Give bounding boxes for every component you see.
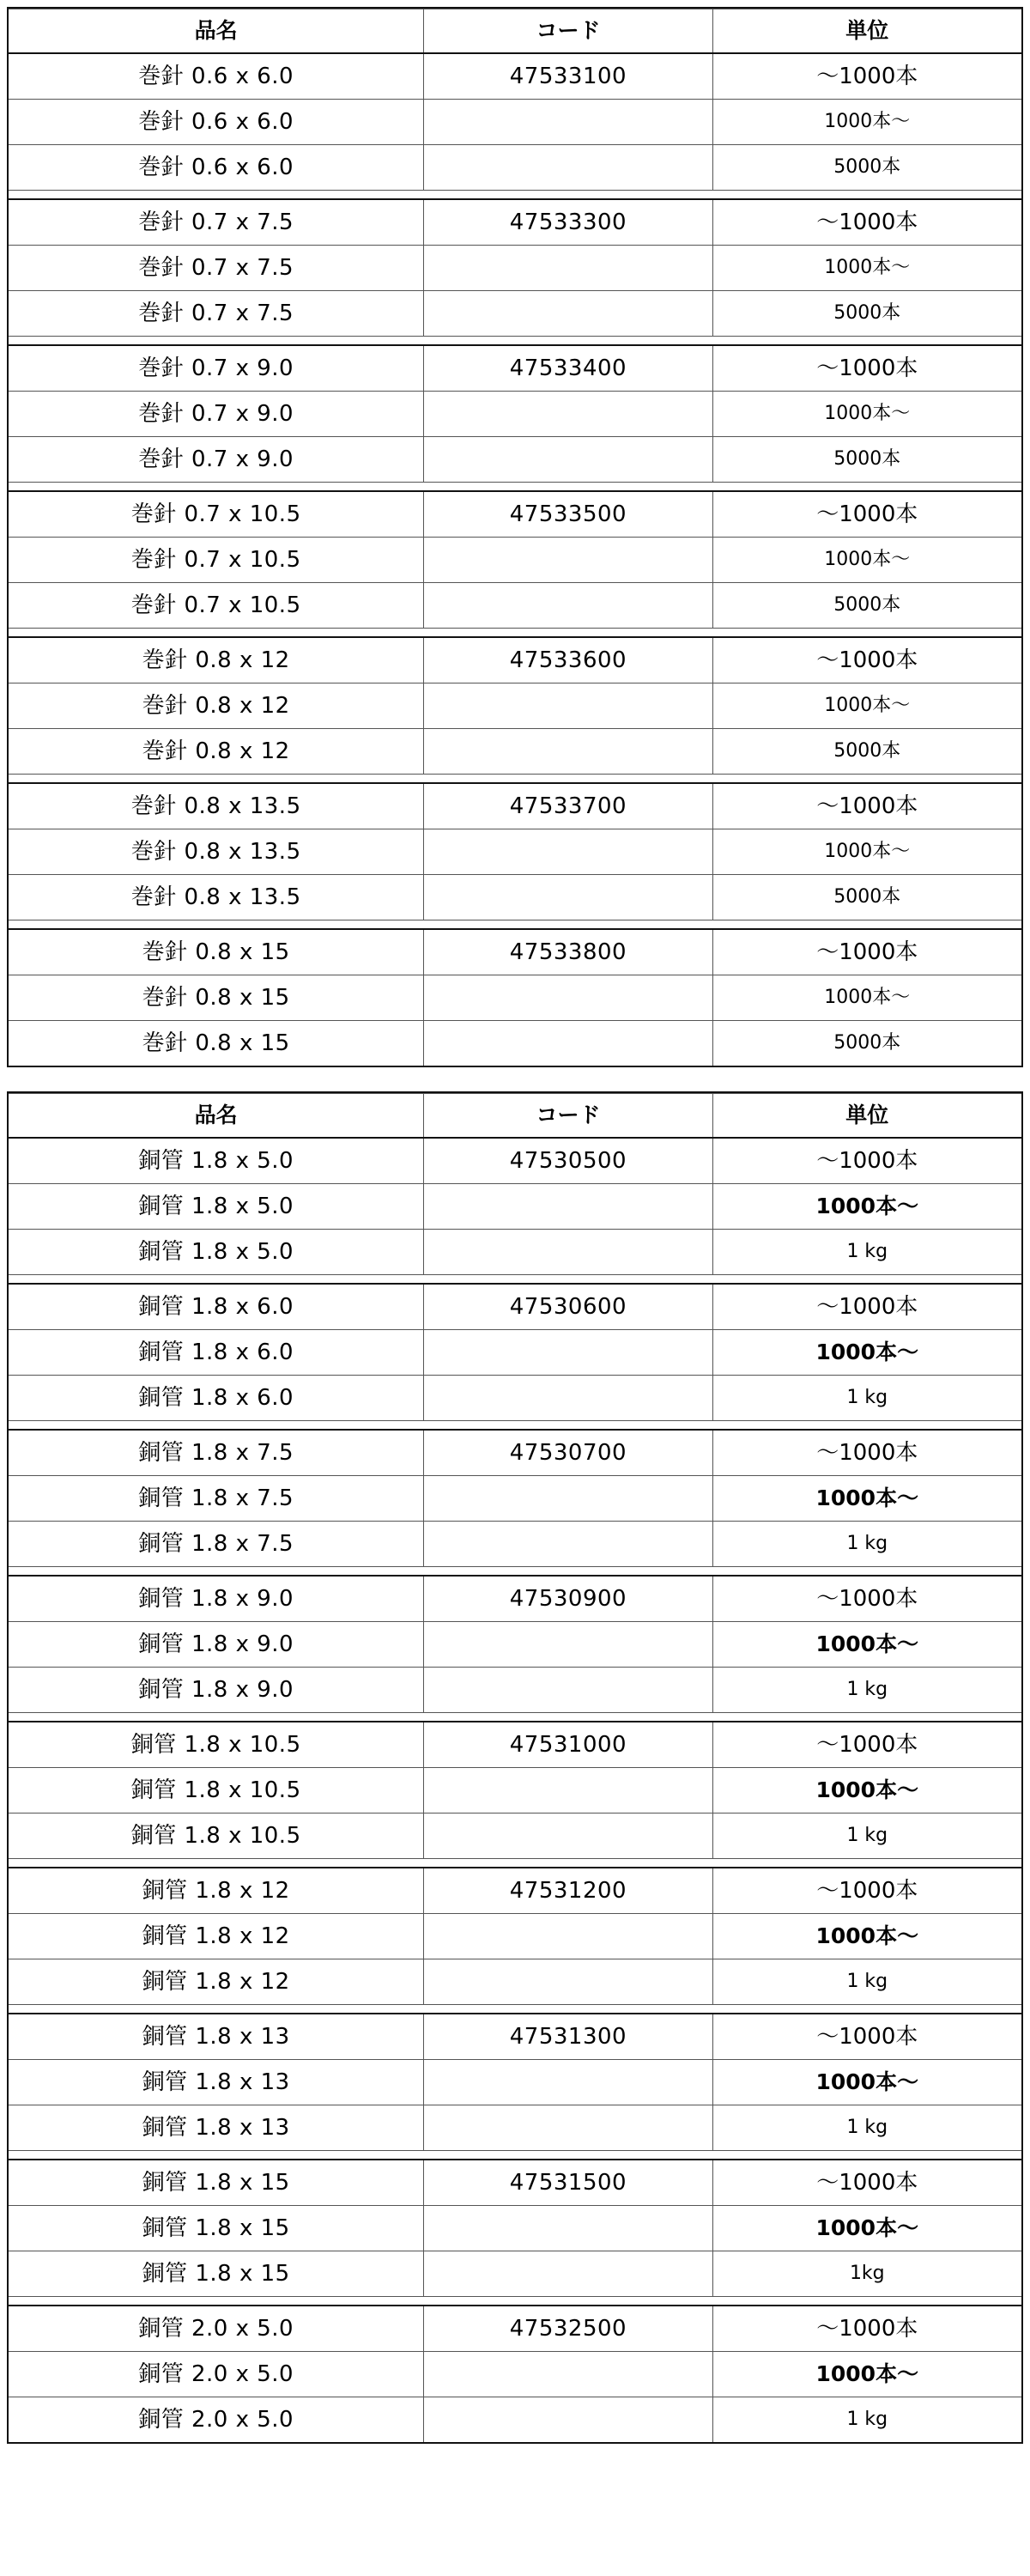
group-separator [9,1567,1021,1577]
cell-product-name: 巻針 0.8 x 12 [9,637,424,683]
column-header-code: コード [424,1094,712,1139]
cell-unit: 5000本 [712,729,1021,775]
cell-product-name: 銅管 1.8 x 12 [9,1914,424,1959]
cell-product-code [424,145,712,191]
table-row [9,1376,1021,1421]
cell-product-code [424,2105,712,2151]
group-separator [9,775,1021,784]
cell-product-code: 47533700 [424,783,712,829]
cell-product-name: 銅管 1.8 x 15 [9,2251,424,2297]
cell-product-code [424,2206,712,2251]
cell-product-name: 巻針 0.8 x 15 [9,929,424,975]
cell-unit: 1000本～ [712,1622,1021,1668]
cell-unit: ～1000本 [712,2160,1021,2206]
group-separator-cell [9,629,1021,638]
cell-unit: ～1000本 [712,199,1021,246]
cell-unit: 1000本～ [712,1476,1021,1522]
table-row [9,1138,1021,1184]
table-row [9,637,1021,683]
cell-unit: 1000本～ [712,1184,1021,1230]
cell-product-code [424,246,712,291]
group-separator-cell [9,2297,1021,2306]
cell-product-code: 47532500 [424,2306,712,2352]
cell-product-code [424,291,712,337]
group-separator-cell [9,483,1021,492]
table-header-row [9,1094,1021,1139]
cell-product-name: 銅管 1.8 x 10.5 [9,1814,424,1859]
cell-unit: ～1000本 [712,929,1021,975]
cell-unit: 5000本 [712,437,1021,483]
cell-unit: 1 kg [712,1814,1021,1859]
column-header-name: 品名 [9,1094,424,1139]
cell-product-code: 47530500 [424,1138,712,1184]
cell-product-name: 銅管 1.8 x 7.5 [9,1476,424,1522]
cell-unit: ～1000本 [712,2306,1021,2352]
cell-unit: ～1000本 [712,1138,1021,1184]
cell-product-code [424,1021,712,1066]
table-row [9,100,1021,145]
cell-product-code [424,2060,712,2105]
table-row [9,1230,1021,1275]
cell-product-code: 47533500 [424,491,712,538]
cell-product-code [424,975,712,1021]
cell-product-code [424,437,712,483]
cell-unit: 1kg [712,2251,1021,2297]
cell-unit: ～1000本 [712,345,1021,392]
cell-product-code [424,1668,712,1713]
group-separator-cell [9,191,1021,200]
cell-unit: 1 kg [712,1230,1021,1275]
cell-unit: 1000本～ [712,2352,1021,2397]
table-row [9,1330,1021,1376]
table-row [9,829,1021,875]
group-separator-cell [9,337,1021,346]
cell-unit: 1000本～ [712,975,1021,1021]
cell-product-name: 銅管 1.8 x 12 [9,1959,424,2005]
table-row [9,1768,1021,1814]
group-separator-cell [9,2005,1021,2014]
cell-product-code [424,683,712,729]
cell-product-name: 巻針 0.7 x 7.5 [9,199,424,246]
group-separator-cell [9,1567,1021,1577]
cell-product-code: 47530700 [424,1430,712,1476]
cell-unit: 5000本 [712,875,1021,920]
cell-unit: ～1000本 [712,637,1021,683]
table-row [9,783,1021,829]
doukan-table [7,1091,1023,2444]
cell-product-name: 巻針 0.7 x 7.5 [9,291,424,337]
table-row [9,1476,1021,1522]
cell-product-name: 巻針 0.8 x 15 [9,975,424,1021]
column-header-code: コード [424,9,712,54]
makibari-table [7,7,1023,1067]
cell-product-code: 47533800 [424,929,712,975]
cell-product-code [424,1376,712,1421]
cell-unit: ～1000本 [712,1430,1021,1476]
table-row [9,1522,1021,1567]
table-row [9,2397,1021,2443]
group-separator-cell [9,1275,1021,1285]
table-row [9,583,1021,629]
table-row [9,929,1021,975]
cell-product-code: 47533400 [424,345,712,392]
cell-product-code [424,1814,712,1859]
cell-product-name: 銅管 2.0 x 5.0 [9,2352,424,2397]
table-row [9,1576,1021,1622]
group-separator-cell [9,1713,1021,1722]
cell-product-name: 巻針 0.8 x 13.5 [9,783,424,829]
table-row [9,1722,1021,1768]
cell-product-name: 巻針 0.8 x 12 [9,729,424,775]
table-row [9,437,1021,483]
table-row [9,1959,1021,2005]
cell-product-name: 銅管 1.8 x 10.5 [9,1768,424,1814]
cell-product-code: 47533600 [424,637,712,683]
cell-unit: 1 kg [712,2105,1021,2151]
table-row [9,246,1021,291]
group-separator-cell [9,2151,1021,2160]
cell-product-name: 銅管 1.8 x 9.0 [9,1576,424,1622]
group-separator [9,2151,1021,2160]
cell-product-code [424,392,712,437]
table-row [9,875,1021,920]
cell-unit: ～1000本 [712,491,1021,538]
table-row [9,392,1021,437]
table-row [9,53,1021,100]
cell-product-name: 銅管 1.8 x 5.0 [9,1184,424,1230]
group-separator [9,629,1021,638]
cell-product-name: 銅管 1.8 x 6.0 [9,1330,424,1376]
group-separator [9,1421,1021,1431]
table-row [9,2014,1021,2060]
table-row [9,2160,1021,2206]
cell-unit: 1 kg [712,1959,1021,2005]
cell-product-code: 47531500 [424,2160,712,2206]
cell-product-name: 巻針 0.7 x 9.0 [9,437,424,483]
cell-product-code [424,2352,712,2397]
tables-container [7,7,1023,2444]
table-row [9,2105,1021,2151]
cell-unit: 1 kg [712,2397,1021,2443]
cell-product-name: 銅管 1.8 x 15 [9,2160,424,2206]
group-separator [9,191,1021,200]
cell-unit: 1000本～ [712,392,1021,437]
cell-product-code [424,1622,712,1668]
cell-product-name: 巻針 0.7 x 10.5 [9,583,424,629]
cell-unit: ～1000本 [712,1576,1021,1622]
cell-unit: 5000本 [712,291,1021,337]
cell-product-name: 巻針 0.7 x 10.5 [9,538,424,583]
cell-unit: 5000本 [712,145,1021,191]
table-row [9,345,1021,392]
cell-product-code [424,1230,712,1275]
table-row [9,975,1021,1021]
table-row [9,1184,1021,1230]
group-separator [9,1275,1021,1285]
cell-unit: ～1000本 [712,1722,1021,1768]
table-row [9,1814,1021,1859]
cell-unit: 1000本～ [712,1768,1021,1814]
table-row [9,1914,1021,1959]
table-row [9,291,1021,337]
table-row [9,683,1021,729]
table-row [9,2060,1021,2105]
cell-unit: 1000本～ [712,2206,1021,2251]
cell-unit: ～1000本 [712,2014,1021,2060]
cell-unit: 1000本～ [712,683,1021,729]
group-separator-cell [9,1421,1021,1431]
cell-product-code: 47531200 [424,1868,712,1914]
cell-product-code [424,2397,712,2443]
cell-unit: 1000本～ [712,1330,1021,1376]
cell-product-name: 巻針 0.6 x 6.0 [9,53,424,100]
cell-unit: ～1000本 [712,53,1021,100]
group-separator [9,1859,1021,1868]
cell-product-code [424,1476,712,1522]
table-row [9,1284,1021,1330]
group-separator [9,1713,1021,1722]
cell-product-name: 銅管 1.8 x 13 [9,2060,424,2105]
pricing-table [9,1093,1021,2442]
table-row [9,1021,1021,1066]
cell-product-name: 巻針 0.6 x 6.0 [9,145,424,191]
cell-product-name: 銅管 1.8 x 5.0 [9,1230,424,1275]
cell-unit: 5000本 [712,1021,1021,1066]
cell-product-name: 巻針 0.8 x 13.5 [9,829,424,875]
cell-product-name: 巻針 0.7 x 10.5 [9,491,424,538]
group-separator [9,337,1021,346]
cell-product-name: 巻針 0.7 x 7.5 [9,246,424,291]
table-header-row [9,9,1021,54]
cell-product-name: 銅管 1.8 x 13 [9,2105,424,2151]
cell-product-name: 巻針 0.7 x 9.0 [9,392,424,437]
cell-product-code [424,1330,712,1376]
cell-product-name: 銅管 1.8 x 9.0 [9,1668,424,1713]
cell-product-name: 銅管 1.8 x 6.0 [9,1376,424,1421]
table-row [9,1430,1021,1476]
group-separator [9,2005,1021,2014]
cell-unit: 1000本～ [712,246,1021,291]
cell-product-code [424,100,712,145]
cell-product-name: 銅管 1.8 x 5.0 [9,1138,424,1184]
table-row [9,491,1021,538]
table-row [9,199,1021,246]
group-separator-cell [9,1859,1021,1868]
cell-unit: ～1000本 [712,1284,1021,1330]
cell-product-name: 銅管 1.8 x 9.0 [9,1622,424,1668]
cell-unit: 1000本～ [712,829,1021,875]
cell-product-code [424,1768,712,1814]
table-row [9,2352,1021,2397]
cell-product-name: 銅管 1.8 x 13 [9,2014,424,2060]
cell-product-name: 銅管 1.8 x 15 [9,2206,424,2251]
cell-product-name: 銅管 1.8 x 6.0 [9,1284,424,1330]
cell-product-name: 銅管 2.0 x 5.0 [9,2397,424,2443]
table-row [9,145,1021,191]
cell-product-code [424,1959,712,2005]
cell-product-code [424,875,712,920]
cell-product-code [424,1522,712,1567]
group-separator [9,483,1021,492]
cell-product-name: 銅管 1.8 x 12 [9,1868,424,1914]
cell-product-name: 巻針 0.8 x 13.5 [9,875,424,920]
cell-unit: 1000本～ [712,100,1021,145]
cell-product-code: 47533300 [424,199,712,246]
group-separator-cell [9,920,1021,930]
cell-product-name: 巻針 0.8 x 12 [9,683,424,729]
cell-unit: 5000本 [712,583,1021,629]
column-header-unit: 単位 [712,9,1021,54]
table-row [9,1668,1021,1713]
cell-product-code: 47530600 [424,1284,712,1330]
table-row [9,2206,1021,2251]
cell-product-code [424,583,712,629]
cell-product-name: 銅管 1.8 x 10.5 [9,1722,424,1768]
cell-product-name: 銅管 2.0 x 5.0 [9,2306,424,2352]
group-separator [9,920,1021,930]
cell-unit: 1 kg [712,1668,1021,1713]
table-row [9,1622,1021,1668]
cell-product-code: 47533100 [424,53,712,100]
cell-product-name: 銅管 1.8 x 7.5 [9,1430,424,1476]
group-separator-cell [9,775,1021,784]
cell-product-code: 47531000 [424,1722,712,1768]
table-row [9,1868,1021,1914]
cell-product-name: 銅管 1.8 x 7.5 [9,1522,424,1567]
cell-unit: 1 kg [712,1376,1021,1421]
cell-product-name: 巻針 0.6 x 6.0 [9,100,424,145]
cell-product-code: 47531300 [424,2014,712,2060]
cell-product-code [424,729,712,775]
cell-product-name: 巻針 0.8 x 15 [9,1021,424,1066]
table-row [9,2251,1021,2297]
cell-unit: 1000本～ [712,538,1021,583]
pricing-table [9,9,1021,1066]
table-row [9,729,1021,775]
cell-unit: 1000本～ [712,1914,1021,1959]
cell-unit: ～1000本 [712,783,1021,829]
cell-unit: ～1000本 [712,1868,1021,1914]
cell-unit: 1 kg [712,1522,1021,1567]
column-header-unit: 単位 [712,1094,1021,1139]
group-separator [9,2297,1021,2306]
cell-product-code [424,1184,712,1230]
cell-product-code: 47530900 [424,1576,712,1622]
table-row [9,538,1021,583]
cell-product-code [424,1914,712,1959]
cell-unit: 1000本～ [712,2060,1021,2105]
cell-product-code [424,2251,712,2297]
cell-product-name: 巻針 0.7 x 9.0 [9,345,424,392]
cell-product-code [424,829,712,875]
cell-product-code [424,538,712,583]
table-row [9,2306,1021,2352]
column-header-name: 品名 [9,9,424,54]
